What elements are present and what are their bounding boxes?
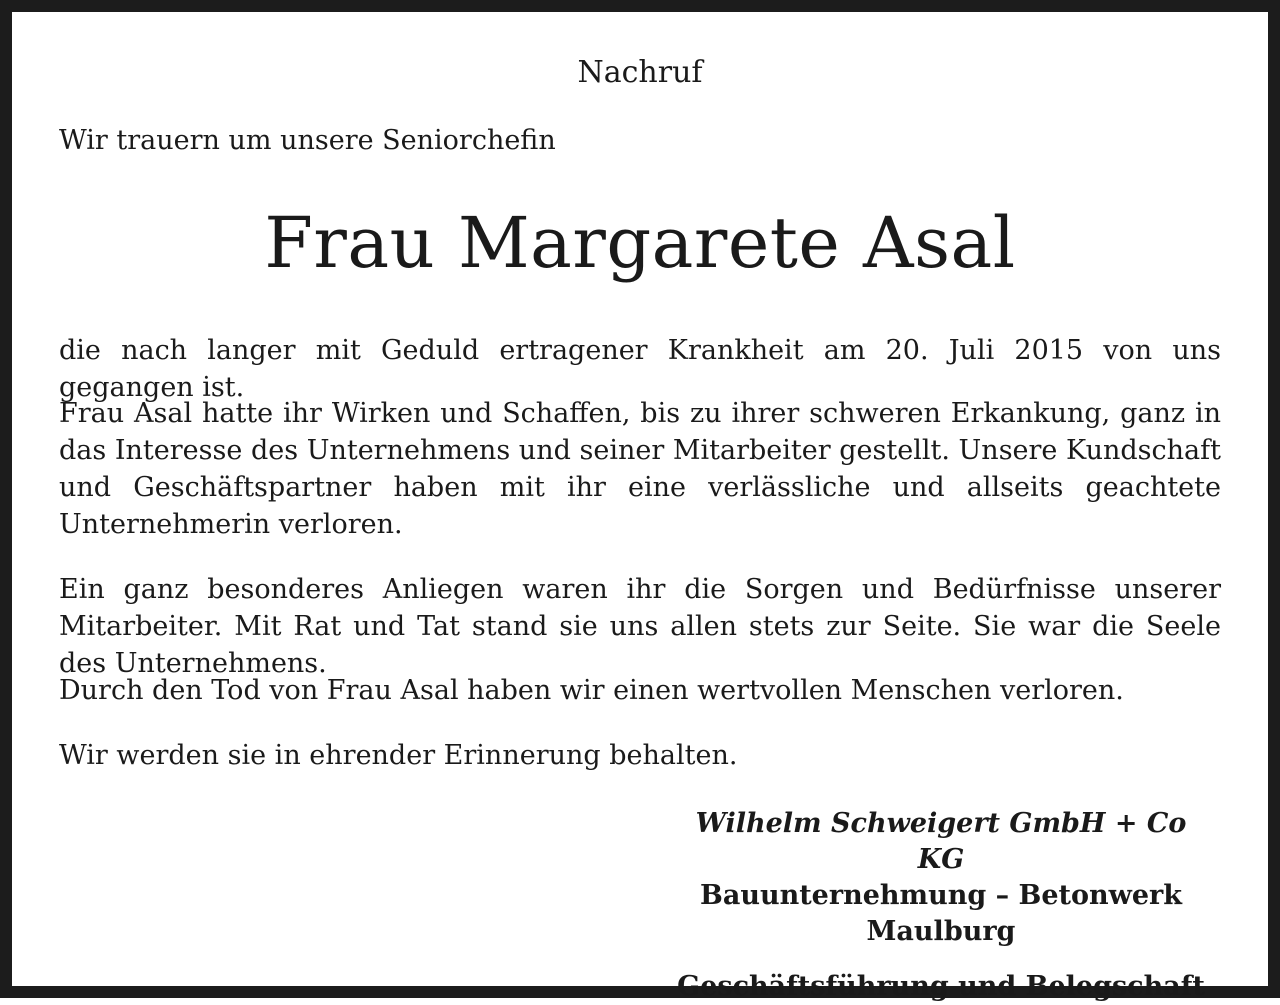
- signature-company: Wilhelm Schweigert GmbH + Co KG: [695, 808, 1187, 875]
- signature-location: Maulburg: [866, 916, 1016, 947]
- paragraph-passing: die nach langer mit Geduld ertragener Krankheit am 20. Juli 2015 von uns gegangen ist.: [59, 335, 1221, 403]
- deceased-name: Frau Margarete Asal: [264, 202, 1016, 284]
- paragraph-care: Ein ganz besonderes Anliegen waren ihr die Sorgen und Bedürfnisse unserer Mitarbeiter. Mit Rat und Tat stand sie uns allen stets zur Seite. Sie war die Seele des Unternehmens.: [59, 574, 1221, 679]
- paragraph-loss: Durch den Tod von Frau Asal haben wir einen wertvollen Menschen verloren.: [59, 675, 1124, 706]
- signature-business: Bauunternehmung – Betonwerk: [700, 880, 1182, 911]
- signature-team: Geschäftsführung und Belegschaft: [677, 971, 1205, 1002]
- notice-heading: Nachruf: [577, 55, 703, 90]
- signature-block: [671, 806, 1211, 1005]
- intro-line: Wir trauern um unsere Seniorchefin: [59, 125, 556, 156]
- paragraph-work: Frau Asal hatte ihr Wirken und Schaffen, bis zu ihrer schweren Erkankung, ganz in das Interesse des Unternehmens und seiner Mitarbeiter gestellt. Unsere Kundschaft und Geschäftspartner haben mit ihr eine verlässliche und allseits geachtete Unternehmerin verloren.: [59, 398, 1221, 540]
- paragraph-remembrance: Wir werden sie in ehrender Erinnerung behalten.: [59, 740, 738, 771]
